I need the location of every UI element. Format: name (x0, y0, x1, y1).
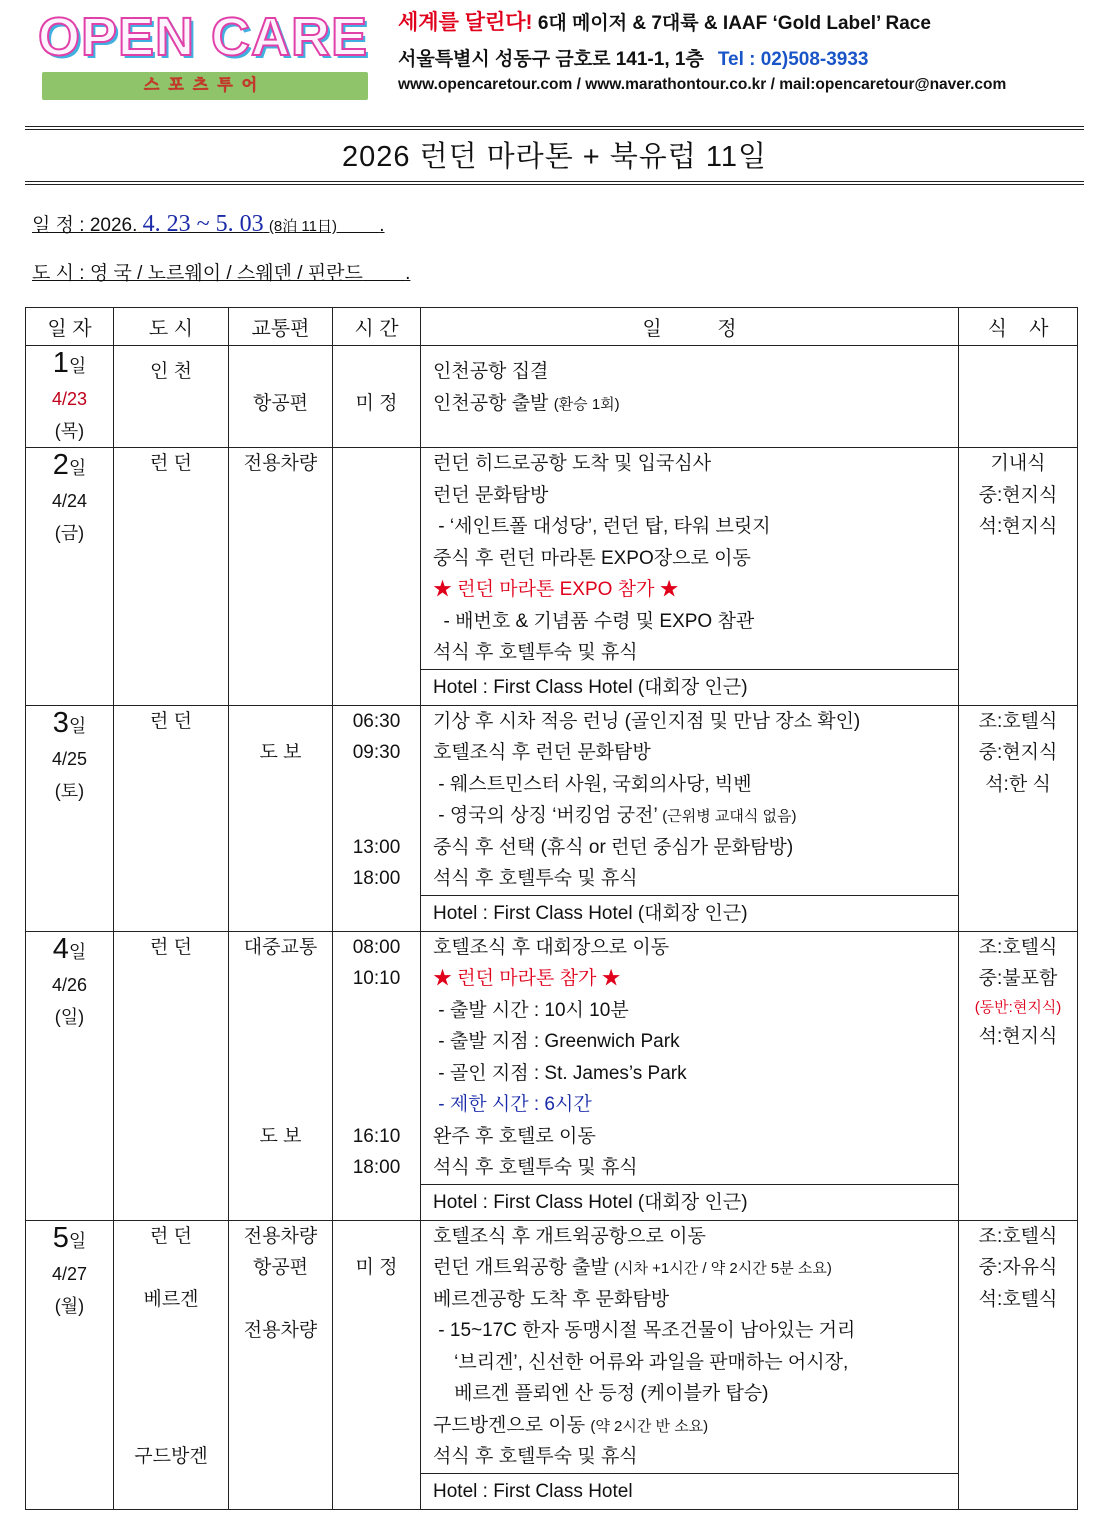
program-text: 런던 개트윅공항 출발 (433, 1257, 615, 1278)
program-text: 호텔조식 후 개트윅공항으로 이동 (433, 1225, 706, 1247)
program-text: - 출발 지점 : Greenwich Park (433, 1031, 680, 1052)
day-weekday: (일) (54, 1006, 85, 1027)
city-label: 도 시 : (32, 263, 85, 284)
transport-text (229, 1441, 332, 1473)
city-text (114, 1347, 228, 1379)
day-weekday: (월) (54, 1295, 85, 1316)
transport-text (229, 769, 332, 801)
city-list: 영 국 / 노르웨이 / 스웨덴 / 핀란드 (89, 263, 363, 284)
transport-text (229, 800, 332, 832)
meal-text: 조:호텔식 (978, 710, 1058, 732)
program-line (433, 1410, 958, 1442)
transport-text (229, 995, 332, 1027)
city-text (114, 637, 228, 669)
meals-cell (959, 448, 1078, 706)
city-cell (114, 346, 229, 448)
title-bottom-rule (25, 181, 1084, 182)
time-text (333, 1347, 420, 1379)
header-schedule: 일 정 (421, 308, 959, 346)
city-cell (114, 1220, 229, 1509)
time-text (333, 1026, 420, 1058)
time-text (333, 769, 420, 801)
program-text: 구드방겐으로 이동 (433, 1414, 591, 1436)
program-cell (421, 705, 959, 931)
transport-cell (229, 448, 333, 706)
program-line (433, 637, 958, 669)
time-text: 18:00 (352, 1157, 401, 1178)
program-text: - 배번호 & 기념품 수령 및 EXPO 참관 (433, 610, 755, 632)
day-weekday: (목) (54, 421, 85, 441)
program-text: - 영국의 상징 ‘버킹엄 궁전’ (433, 805, 663, 826)
day-number: 3일 (52, 706, 87, 739)
city-text (114, 1058, 228, 1090)
time-text (333, 637, 420, 669)
meal-text: 석:호텔식 (978, 1288, 1058, 1310)
city-text (114, 1378, 228, 1410)
program-line (433, 448, 958, 480)
program-line (433, 1152, 958, 1184)
transport-text (229, 1410, 332, 1442)
schedule-range: 4. 23 ~ 5. 03 (142, 211, 264, 237)
program-line (433, 1089, 958, 1121)
day-number: 4일 (52, 932, 87, 965)
time-cell (333, 1220, 421, 1509)
transport-text (229, 1347, 332, 1379)
hotel-line: Hotel : First Class Hotel (대회장 인근) (421, 1184, 958, 1220)
day-cell (26, 931, 114, 1220)
day-number: 1일 (52, 347, 87, 379)
transport-text (229, 832, 332, 864)
program-line (433, 1252, 958, 1284)
meal-text: 중:불포함 (978, 968, 1058, 989)
time-text (333, 1378, 420, 1410)
program-line (433, 737, 958, 769)
day-cell (26, 1220, 114, 1509)
program-line (433, 863, 958, 895)
web-links[interactable]: www.opencaretour.com / www.marathontour.co.kr / mail:opencaretour@naver.com (398, 76, 1007, 93)
time-text (333, 480, 420, 512)
program-cell (421, 448, 959, 706)
time-text (333, 543, 420, 575)
meal-text: 중:현지식 (978, 742, 1058, 763)
table-row (26, 346, 1078, 448)
time-text: 13:00 (352, 836, 401, 858)
program-text: 호텔조식 후 런던 문화탐방 (433, 742, 651, 763)
transport-text: 도 보 (259, 742, 302, 763)
logo-subtitle: 스포츠투어 (143, 77, 267, 94)
program-cell (421, 346, 959, 448)
time-text (333, 800, 420, 832)
program-text: 런던 히드로공항 도착 및 입국심사 (433, 453, 712, 474)
city-text: 인 천 (150, 361, 192, 382)
program-text: 중식 후 선택 (휴식 or 런던 중심가 문화탐방) (433, 836, 794, 858)
program-text: 석식 후 호텔투숙 및 휴식 (433, 868, 638, 889)
table-row (26, 1220, 1078, 1509)
city-cell (114, 931, 229, 1220)
program-line (433, 356, 958, 388)
time-text: 미 정 (355, 1257, 398, 1278)
program-line (433, 1315, 958, 1347)
transport-text (229, 1089, 332, 1121)
title-top-rule-2 (25, 129, 1084, 130)
program-line (433, 832, 958, 864)
header-time: 시 간 (333, 308, 421, 346)
city-text (114, 574, 228, 606)
city-text: 런 던 (150, 710, 192, 732)
program-text: 베르겐 플뢰엔 산 등정 (케이블카 탑승) (433, 1383, 769, 1404)
program-text: - 출발 시간 : 10시 10분 (433, 999, 629, 1021)
transport-cell (229, 931, 333, 1220)
program-note: (근위병 교대식 없음) (662, 808, 797, 825)
transport-text (229, 574, 332, 606)
program-line (433, 769, 958, 801)
transport-cell (229, 346, 333, 448)
program-line (433, 606, 958, 638)
program-line (433, 1058, 958, 1090)
time-text: 16:10 (352, 1125, 401, 1147)
program-line (433, 800, 958, 832)
meals-cell (959, 931, 1078, 1220)
program-line (433, 1221, 958, 1253)
program-line (433, 388, 958, 420)
time-text (333, 995, 420, 1027)
transport-text (229, 1284, 332, 1316)
transport-text (229, 606, 332, 638)
city-text (114, 995, 228, 1027)
city-text (114, 1152, 228, 1184)
itinerary-table (25, 307, 1078, 1510)
city-text (114, 1121, 228, 1153)
time-text: 09:30 (352, 742, 401, 763)
city-text (114, 963, 228, 995)
schedule-end: . (379, 215, 385, 236)
city-cell (114, 705, 229, 931)
program-line (433, 1347, 958, 1379)
time-text: 미 정 (355, 392, 398, 414)
program-text: ‘브리겐’, 신선한 어류와 과일을 판매하는 어시장, (433, 1351, 849, 1373)
program-text: 베르겐공항 도착 후 문화탐방 (433, 1288, 670, 1310)
program-cell (421, 931, 959, 1220)
program-text: ★ 런던 마라톤 참가 ★ (433, 968, 621, 989)
hotel-line: Hotel : First Class Hotel (421, 1473, 958, 1509)
address: 서울특별시 성동구 금호로 141-1, 1층 (398, 49, 704, 70)
city-text: 런 던 (150, 1225, 192, 1247)
city-text (114, 832, 228, 864)
meals-cell (959, 346, 1078, 448)
time-text: 10:10 (352, 968, 401, 989)
time-cell (333, 448, 421, 706)
header-transport: 교통편 (229, 308, 333, 346)
transport-text: 전용차량 (243, 1225, 318, 1247)
meal-text: 석:현지식 (978, 516, 1058, 537)
title-bottom-rule-2 (25, 184, 1084, 185)
transport-text: 항공편 (252, 1257, 309, 1278)
transport-text (229, 480, 332, 512)
program-line (433, 995, 958, 1027)
transport-text: 도 보 (259, 1125, 302, 1147)
meal-text: 석:현지식 (978, 1025, 1058, 1047)
transport-text: 전용차량 (243, 453, 318, 474)
transport-text (229, 863, 332, 895)
transport-text (229, 511, 332, 543)
transport-text (229, 637, 332, 669)
city-text: 런 던 (150, 936, 192, 958)
time-cell (333, 346, 421, 448)
time-text (333, 606, 420, 638)
time-text: 06:30 (352, 710, 401, 732)
meal-text: 조:호텔식 (978, 936, 1058, 958)
program-line (433, 706, 958, 738)
meals-cell (959, 1220, 1078, 1509)
meal-text: (동반:현지식) (974, 998, 1062, 1016)
day-weekday: (금) (54, 523, 85, 543)
meal-text: 중:현지식 (978, 484, 1058, 506)
program-text: 인천공항 출발 (433, 392, 554, 414)
program-line (433, 480, 958, 512)
transport-text (229, 963, 332, 995)
program-text: 석식 후 호텔투숙 및 휴식 (433, 642, 638, 663)
program-line (433, 1378, 958, 1410)
transport-cell (229, 705, 333, 931)
table-row (26, 705, 1078, 931)
program-line (433, 932, 958, 964)
program-text: 런던 문화탐방 (433, 484, 549, 506)
header (0, 0, 1100, 110)
meal-text: 중:자유식 (978, 1257, 1058, 1278)
program-note: (시차 +1시간 / 약 2시간 5분 소요) (614, 1260, 832, 1277)
table-header-row (26, 308, 1078, 346)
day-number: 5일 (52, 1221, 87, 1254)
program-text: - 제한 시간 : 6시간 (433, 1094, 592, 1115)
transport-cell (229, 1220, 333, 1509)
program-line (433, 1121, 958, 1153)
program-text: 완주 후 호텔로 이동 (433, 1125, 596, 1147)
program-line (433, 963, 958, 995)
program-line (433, 1441, 958, 1473)
city-text (114, 606, 228, 638)
city-text (114, 800, 228, 832)
day-cell (26, 346, 114, 448)
program-text: 석식 후 호텔투숙 및 휴식 (433, 1446, 638, 1467)
transport-text (229, 543, 332, 575)
day-date: 4/23 (51, 389, 88, 409)
city-text (114, 737, 228, 769)
header-day: 일 자 (26, 308, 114, 346)
header-city: 도 시 (114, 308, 229, 346)
page-title: 2026 런던 마라톤 + 북유럽 11일 (342, 141, 767, 173)
program-text: 중식 후 런던 마라톤 EXPO장으로 이동 (433, 547, 751, 569)
time-cell (333, 705, 421, 931)
time-text (333, 1441, 420, 1473)
day-date: 4/24 (51, 491, 88, 511)
day-cell (26, 705, 114, 931)
telephone: Tel : 02)508-3933 (717, 49, 869, 70)
city-text (114, 480, 228, 512)
meals-cell (959, 705, 1078, 931)
program-text: 호텔조식 후 대회장으로 이동 (433, 936, 670, 958)
hotel-line: Hotel : First Class Hotel (대회장 인근) (421, 895, 958, 931)
city-info (32, 258, 410, 285)
day-date: 4/25 (51, 748, 88, 769)
city-text: 런 던 (150, 453, 192, 474)
city-end: . (405, 263, 411, 284)
program-text: - 골인 지점 : St. James’s Park (433, 1062, 687, 1084)
city-text (114, 511, 228, 543)
time-text (333, 1284, 420, 1316)
meal-text: 조:호텔식 (978, 1225, 1058, 1247)
program-text: 기상 후 시차 적응 런닝 (골인지점 및 만남 장소 확인) (433, 710, 861, 732)
transport-text: 항공편 (252, 392, 309, 414)
transport-text (229, 1026, 332, 1058)
day-date: 4/27 (51, 1263, 88, 1284)
transport-text (229, 706, 332, 738)
time-text (333, 356, 420, 388)
schedule-nights: (8泊 11日) (268, 218, 337, 235)
city-text (114, 1315, 228, 1347)
city-text (114, 1410, 228, 1442)
time-text (333, 1410, 420, 1442)
open-care-logo (38, 6, 370, 96)
transport-text: 전용차량 (243, 1320, 318, 1341)
day-weekday: (토) (54, 780, 85, 801)
tagline (398, 6, 931, 36)
logo-text: OPEN CARE (38, 7, 369, 67)
header-meals: 식 사 (959, 308, 1078, 346)
time-cell (333, 931, 421, 1220)
program-text: - ‘세인트폴 대성당’, 런던 탑, 타워 브릿지 (433, 516, 771, 537)
address-line (398, 44, 869, 71)
time-text: 08:00 (352, 936, 401, 958)
hotel-line: Hotel : First Class Hotel (대회장 인근) (421, 669, 958, 705)
meal-text: 석:한 식 (985, 773, 1051, 795)
city-text: 구드방겐 (134, 1446, 208, 1467)
city-text (114, 1252, 228, 1284)
schedule-year: 2026. (89, 215, 138, 236)
transport-text (229, 1152, 332, 1184)
program-line (433, 574, 958, 606)
transport-text (229, 1058, 332, 1090)
schedule-label: 일 정 : (32, 215, 85, 236)
transport-text (229, 356, 332, 388)
program-text: 인천공항 집결 (433, 361, 549, 382)
time-text (333, 1058, 420, 1090)
program-cell (421, 1220, 959, 1509)
time-text (333, 1315, 420, 1347)
time-text (333, 1089, 420, 1121)
tagline-races: 6대 메이저 & 7대륙 & IAAF ‘Gold Label’ Race (532, 13, 931, 34)
transport-text (229, 1378, 332, 1410)
transport-text: 대중교통 (243, 936, 318, 958)
program-line (433, 1284, 958, 1316)
program-text: ★ 런던 마라톤 EXPO 참가 ★ (433, 579, 679, 600)
logo-subtitle-bar (42, 72, 368, 100)
program-text: - 웨스트민스터 사원, 국회의사당, 빅벤 (433, 773, 752, 795)
city-text (114, 1026, 228, 1058)
city-text: 베르겐 (143, 1288, 199, 1310)
city-cell (114, 448, 229, 706)
day-number: 2일 (52, 449, 87, 481)
city-text (114, 543, 228, 575)
program-text: 석식 후 호텔투숙 및 휴식 (433, 1157, 638, 1178)
time-text (333, 574, 420, 606)
city-text (114, 1089, 228, 1121)
title-top-rule (25, 126, 1084, 127)
day-date: 4/26 (51, 974, 88, 995)
program-line (433, 511, 958, 543)
program-line (433, 543, 958, 575)
time-text (333, 511, 420, 543)
program-line (433, 1026, 958, 1058)
time-text: 18:00 (352, 868, 401, 889)
meal-text: 기내식 (990, 453, 1046, 474)
table-row (26, 448, 1078, 706)
time-text (333, 1221, 420, 1253)
day-cell (26, 448, 114, 706)
city-text (114, 769, 228, 801)
city-text (114, 863, 228, 895)
schedule-info (32, 210, 385, 238)
time-text (333, 448, 420, 480)
program-note: (약 2시간 반 소요) (590, 1417, 709, 1435)
table-row (26, 931, 1078, 1220)
program-note: (환승 1회) (553, 395, 620, 413)
tagline-slogan: 세계를 달린다! (398, 11, 533, 34)
city-text (114, 388, 228, 420)
program-text: - 15~17C 한자 동맹시절 목조건물이 남아있는 거리 (433, 1320, 856, 1341)
